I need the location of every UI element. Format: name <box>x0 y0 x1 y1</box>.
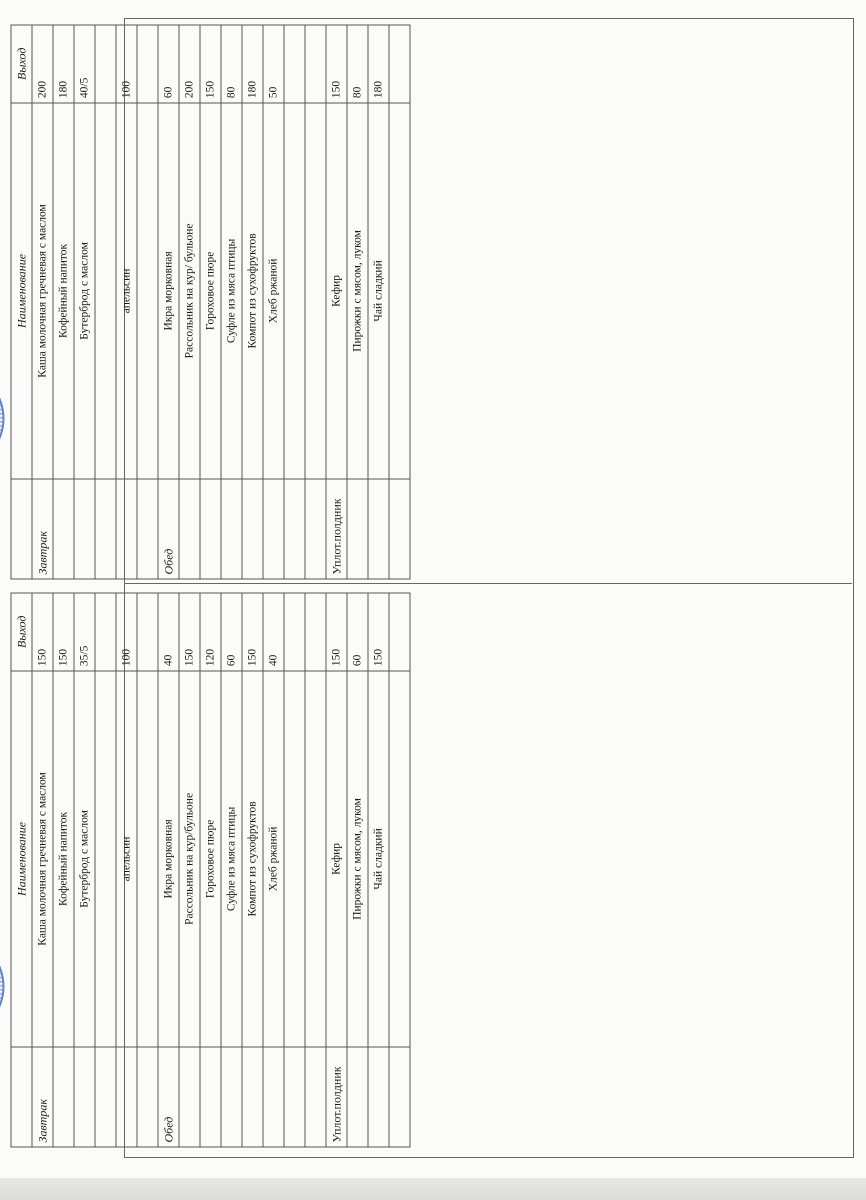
output-cell: 40 <box>158 593 179 671</box>
meal-cell <box>53 479 74 579</box>
dish-name-cell: Хлеб ржаной <box>263 103 284 480</box>
output-cell: 150 <box>242 593 263 671</box>
meal-cell <box>200 1047 221 1147</box>
table-row <box>179 25 200 579</box>
table-row <box>32 25 53 579</box>
official-seal-icon <box>0 366 6 472</box>
menu-table <box>10 25 410 580</box>
meal-cell <box>263 479 284 579</box>
dish-name-cell: апельсин <box>116 103 137 480</box>
output-cell <box>95 593 116 671</box>
column-header-name: Наименование <box>11 103 32 480</box>
meal-cell: Уплот.полдник <box>326 1047 347 1147</box>
dish-name-cell: Икра морковная <box>158 103 179 480</box>
table-row <box>284 25 305 579</box>
output-cell: 35/5 <box>74 593 95 671</box>
meal-cell: Завтрак <box>32 479 53 579</box>
dish-name-cell: Чай сладкий <box>368 671 389 1048</box>
output-cell: 150 <box>200 25 221 103</box>
output-cell: 150 <box>326 593 347 671</box>
table-row <box>95 593 116 1147</box>
dish-name-cell <box>389 671 410 1048</box>
table-row <box>95 25 116 579</box>
output-cell: 60 <box>158 25 179 103</box>
table-row <box>347 25 368 579</box>
output-cell <box>95 25 116 103</box>
output-cell <box>284 593 305 671</box>
output-cell: 150 <box>53 593 74 671</box>
meal-cell <box>116 1047 137 1147</box>
dish-name-cell <box>305 671 326 1048</box>
table-row <box>263 25 284 579</box>
dish-name-cell <box>137 671 158 1048</box>
official-seal-icon <box>0 934 6 1040</box>
table-row <box>137 25 158 579</box>
meal-cell <box>389 479 410 579</box>
table-header-row <box>11 593 32 1147</box>
dish-name-cell: Бутерброд с маслом <box>74 103 95 480</box>
output-cell: 180 <box>53 25 74 103</box>
output-cell: 120 <box>200 593 221 671</box>
menu-panel-upper <box>0 19 628 584</box>
meal-cell <box>242 1047 263 1147</box>
meal-cell <box>347 479 368 579</box>
meal-cell <box>74 479 95 579</box>
output-cell: 60 <box>221 593 242 671</box>
table-row <box>326 25 347 579</box>
output-cell <box>389 593 410 671</box>
meal-cell: Завтрак <box>32 1047 53 1147</box>
meal-cell <box>179 1047 200 1147</box>
dish-name-cell: Рассольник на кур/ бульоне <box>179 103 200 480</box>
table-row <box>263 593 284 1147</box>
table-row <box>284 593 305 1147</box>
meal-cell <box>221 1047 242 1147</box>
table-row <box>74 25 95 579</box>
table-row <box>305 25 326 579</box>
dish-name-cell: Суфле из мяса птицы <box>221 103 242 480</box>
output-cell: 80 <box>221 25 242 103</box>
table-row <box>74 593 95 1147</box>
meal-cell <box>263 1047 284 1147</box>
dish-name-cell: Каша молочная гречневая с маслом <box>32 671 53 1048</box>
meal-cell <box>368 479 389 579</box>
dish-name-cell: апельсин <box>116 671 137 1048</box>
menu-panel-lower <box>0 587 628 1152</box>
table-row <box>242 593 263 1147</box>
output-cell <box>305 25 326 103</box>
dish-name-cell: Бутерброд с маслом <box>74 671 95 1048</box>
dish-name-cell: Рассольник на кур/бульоне <box>179 671 200 1048</box>
output-cell: 150 <box>326 25 347 103</box>
scan-edge-shadow <box>0 1178 866 1200</box>
menu-header <box>0 19 6 584</box>
table-row <box>305 593 326 1147</box>
meal-cell <box>53 1047 74 1147</box>
dish-name-cell: Суфле из мяса птицы <box>221 671 242 1048</box>
dish-name-cell: Хлеб ржаной <box>263 671 284 1048</box>
table-row <box>116 25 137 579</box>
dish-name-cell: Кефир <box>326 103 347 480</box>
meal-cell <box>137 479 158 579</box>
column-header-output: Выход <box>11 593 32 671</box>
output-cell <box>137 593 158 671</box>
output-cell <box>284 25 305 103</box>
meal-cell <box>368 1047 389 1147</box>
table-row <box>158 25 179 579</box>
meal-cell <box>305 1047 326 1147</box>
table-row <box>116 593 137 1147</box>
output-cell: 40/5 <box>74 25 95 103</box>
dish-name-cell: Икра морковная <box>158 671 179 1048</box>
table-row <box>326 593 347 1147</box>
table-row <box>389 25 410 579</box>
output-cell: 200 <box>32 25 53 103</box>
output-cell: 180 <box>368 25 389 103</box>
dish-name-cell <box>95 671 116 1048</box>
meal-cell: Обед <box>158 1047 179 1147</box>
column-header-meal <box>11 1047 32 1147</box>
dish-name-cell <box>137 103 158 480</box>
menu-header <box>0 587 6 1152</box>
dish-name-cell: Компот из сухофруктов <box>242 671 263 1048</box>
table-row <box>53 593 74 1147</box>
dish-name-cell <box>95 103 116 480</box>
output-cell: 100 <box>116 593 137 671</box>
output-cell: 150 <box>32 593 53 671</box>
output-cell <box>389 25 410 103</box>
table-row <box>368 593 389 1147</box>
meal-cell <box>221 479 242 579</box>
meal-cell <box>137 1047 158 1147</box>
output-cell: 40 <box>263 593 284 671</box>
dish-name-cell: Гороховое пюре <box>200 671 221 1048</box>
menu-table <box>10 593 410 1148</box>
dish-name-cell <box>305 103 326 480</box>
meal-cell <box>74 1047 95 1147</box>
table-row <box>200 593 221 1147</box>
table-header-row <box>11 25 32 579</box>
dish-name-cell: Кефир <box>326 671 347 1048</box>
table-row <box>137 593 158 1147</box>
meal-cell <box>116 479 137 579</box>
meal-cell <box>347 1047 368 1147</box>
table-row <box>53 25 74 579</box>
output-cell: 60 <box>347 593 368 671</box>
dish-name-cell: Чай сладкий <box>368 103 389 480</box>
dish-name-cell: Пирожки с мясом, луком <box>347 103 368 480</box>
dish-name-cell <box>389 103 410 480</box>
meal-cell <box>200 479 221 579</box>
output-cell <box>137 25 158 103</box>
dish-name-cell: Кофейный напиток <box>53 103 74 480</box>
meal-cell <box>95 1047 116 1147</box>
dish-name-cell <box>284 103 305 480</box>
table-row <box>32 593 53 1147</box>
output-cell: 180 <box>242 25 263 103</box>
meal-cell <box>389 1047 410 1147</box>
output-cell: 80 <box>347 25 368 103</box>
meal-cell <box>305 479 326 579</box>
meal-cell <box>284 479 305 579</box>
meal-cell <box>242 479 263 579</box>
column-header-meal <box>11 479 32 579</box>
dish-name-cell: Каша молочная гречневая с маслом <box>32 103 53 480</box>
column-header-output: Выход <box>11 25 32 103</box>
table-row <box>242 25 263 579</box>
dish-name-cell: Пирожки с мясом, луком <box>347 671 368 1048</box>
column-header-name: Наименование <box>11 671 32 1048</box>
dish-name-cell: Гороховое пюре <box>200 103 221 480</box>
output-cell: 150 <box>179 593 200 671</box>
meal-cell <box>179 479 200 579</box>
dish-name-cell: Кофейный напиток <box>53 671 74 1048</box>
dish-name-cell: Компот из сухофруктов <box>242 103 263 480</box>
table-row <box>158 593 179 1147</box>
table-row <box>221 25 242 579</box>
dish-name-cell <box>284 671 305 1048</box>
table-row <box>347 593 368 1147</box>
output-cell: 50 <box>263 25 284 103</box>
meal-cell <box>95 479 116 579</box>
table-row <box>389 593 410 1147</box>
table-row <box>179 593 200 1147</box>
table-row <box>368 25 389 579</box>
table-row <box>200 25 221 579</box>
output-cell: 200 <box>179 25 200 103</box>
table-row <box>221 593 242 1147</box>
output-cell: 100 <box>116 25 137 103</box>
meal-cell <box>284 1047 305 1147</box>
meal-cell: Уплот.полдник <box>326 479 347 579</box>
meal-cell: Обед <box>158 479 179 579</box>
output-cell: 150 <box>368 593 389 671</box>
output-cell <box>305 593 326 671</box>
